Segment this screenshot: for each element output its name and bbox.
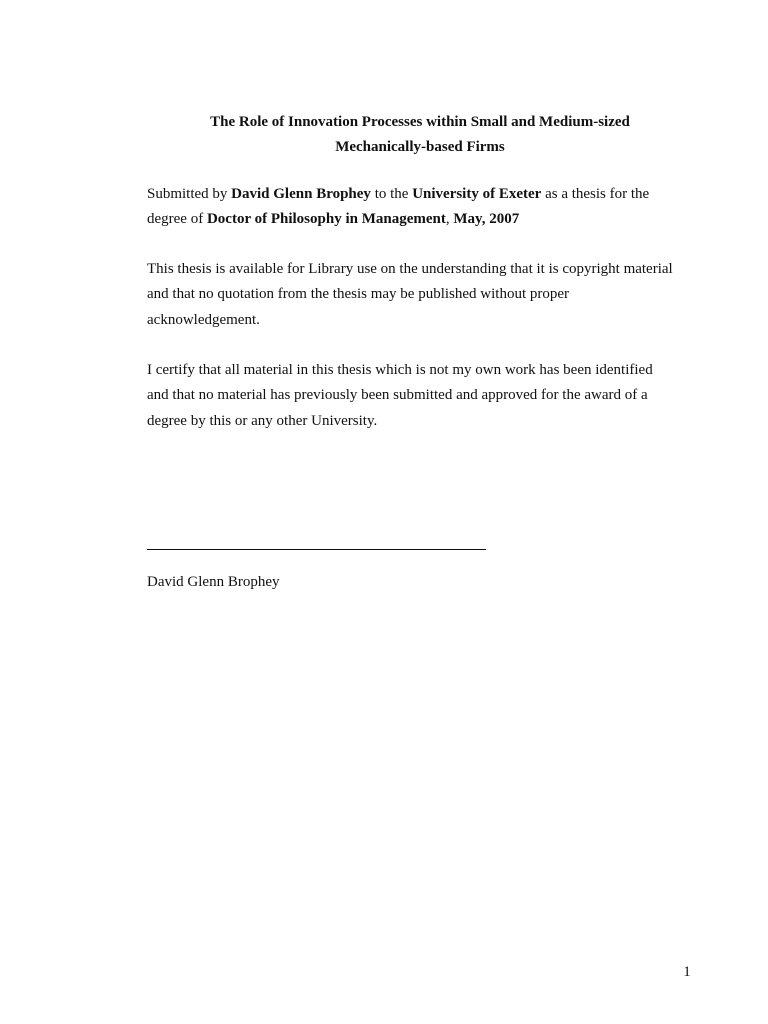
submission-date: May, 2007 bbox=[453, 211, 520, 228]
submission-to-the: to the bbox=[370, 186, 413, 202]
signature-line bbox=[147, 549, 486, 550]
thesis-title-line-2: Mechanically-based Firms bbox=[335, 139, 505, 155]
degree-prefix: degree of bbox=[147, 211, 207, 228]
thesis-title bbox=[120, 110, 720, 160]
certification-statement bbox=[147, 358, 707, 434]
submission-line-2 bbox=[147, 207, 707, 232]
certification-line-2: and that no material has previously been submitted and approved for the award of a bbox=[147, 387, 648, 404]
degree-comma: , bbox=[445, 211, 454, 228]
availability-line-1: This thesis is available for Library use on the understanding that it is copyright material bbox=[147, 261, 673, 277]
submission-line-1 bbox=[147, 182, 707, 207]
thesis-title-line-1: The Role of Innovation Processes within Small and Medium-sized bbox=[210, 114, 630, 130]
certification-line-3: degree by this or any other University. bbox=[147, 412, 378, 429]
submission-statement bbox=[147, 182, 707, 233]
university-name: University of Exeter bbox=[412, 186, 542, 202]
certification-line-1: I certify that all material in this thesis which is not my own work has been identified bbox=[147, 362, 653, 378]
submission-prefix: Submitted by bbox=[147, 186, 232, 202]
availability-line-3: acknowledgement. bbox=[147, 311, 260, 328]
signatory-name: David Glenn Brophey bbox=[147, 574, 280, 590]
author-name: David Glenn Brophey bbox=[231, 186, 371, 202]
degree-name: Doctor of Philosophy in Management bbox=[206, 211, 446, 228]
availability-line-2: and that no quotation from the thesis may be published without proper bbox=[147, 286, 570, 303]
submission-thesis-for: as a thesis for the bbox=[541, 186, 650, 202]
availability-statement bbox=[147, 257, 707, 333]
page-number: 1 bbox=[683, 964, 691, 980]
